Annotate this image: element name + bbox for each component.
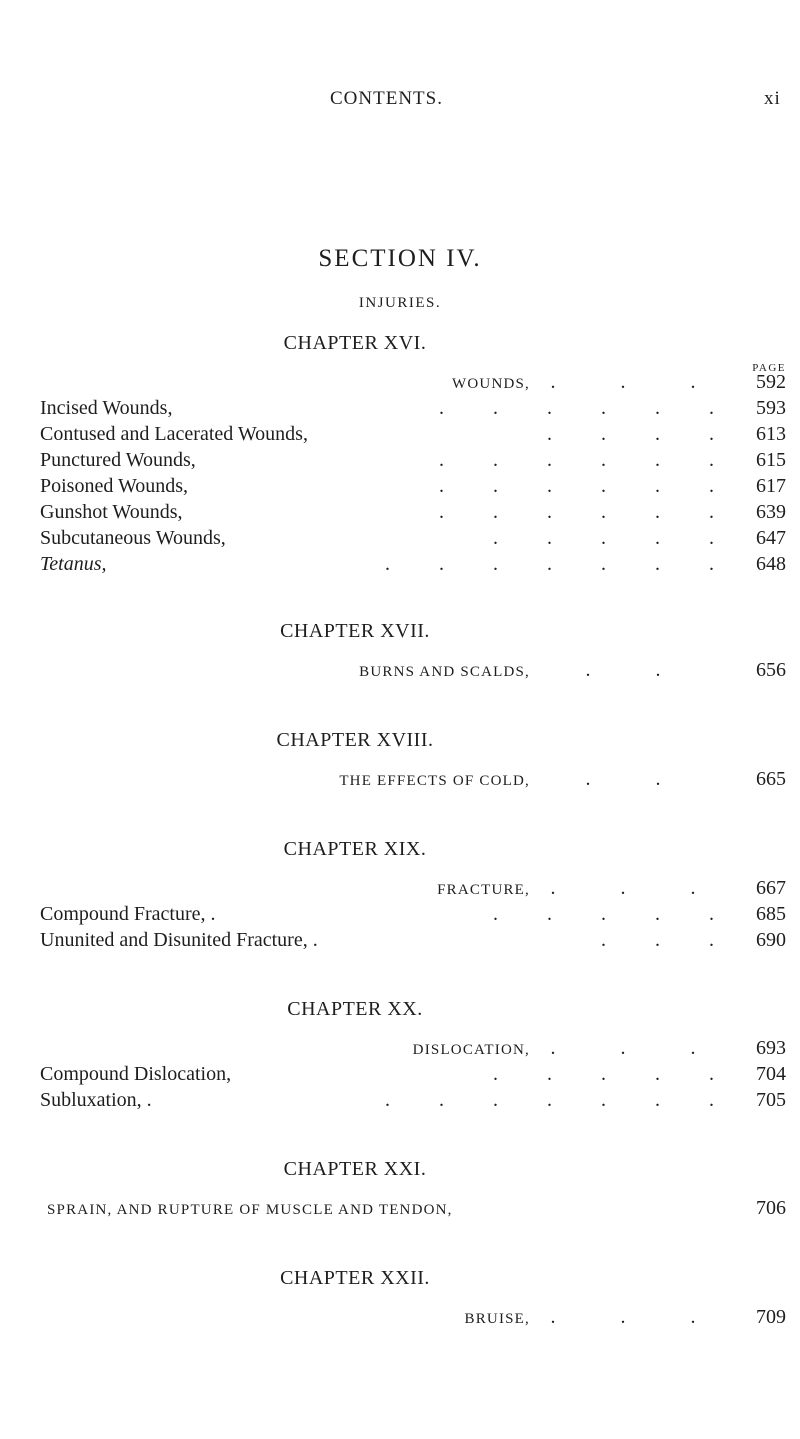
dot-leader: . . . . . .	[439, 475, 736, 497]
toc-entry[interactable]	[40, 929, 786, 955]
toc-main-entry[interactable]	[40, 1037, 786, 1063]
entry-label: Gunshot Wounds,	[40, 501, 183, 523]
entry-label: Tetanus,	[40, 553, 107, 575]
dot-leader: . . .	[550, 1306, 726, 1328]
entry-label: BURNS AND SCALDS,	[359, 664, 530, 680]
page-number: xi	[764, 88, 781, 109]
toc-entry[interactable]	[40, 1089, 786, 1115]
toc-main-entry[interactable]	[40, 768, 786, 794]
entry-page: 615	[756, 449, 786, 471]
dot-leader: . . .	[601, 929, 736, 951]
dot-leader: . . . . .	[493, 903, 736, 925]
entry-page: 647	[756, 527, 786, 549]
dot-leader: . . . . .	[493, 527, 736, 549]
entry-label: WOUNDS,	[452, 376, 530, 392]
dot-leader: . . . . . .	[439, 501, 736, 523]
entry-page: 593	[756, 397, 786, 419]
chapter-heading: CHAPTER XX.	[287, 998, 423, 1020]
toc-entry[interactable]	[40, 1063, 786, 1089]
entry-page: 690	[756, 929, 786, 951]
toc-entry[interactable]	[40, 501, 786, 527]
chapter-heading: CHAPTER XVI.	[283, 332, 427, 354]
toc-main-entry[interactable]	[40, 1306, 786, 1332]
entry-label: Poisoned Wounds,	[40, 475, 189, 497]
chapter-heading: CHAPTER XVII.	[280, 620, 430, 642]
entry-label: Compound Dislocation,	[40, 1063, 232, 1085]
entry-page: 617	[756, 475, 786, 497]
chapter-heading: CHAPTER XVIII.	[276, 729, 434, 751]
entry-page: 704	[756, 1063, 786, 1085]
dot-leader: . . . . . .	[439, 397, 736, 419]
entry-label: THE EFFECTS OF COLD,	[339, 773, 530, 789]
toc-entry[interactable]	[40, 475, 786, 501]
toc-entry[interactable]	[40, 903, 786, 929]
entry-page: 592	[756, 371, 786, 393]
entry-page: 648	[756, 553, 786, 575]
dot-leader: . . . . . . .	[385, 1089, 736, 1111]
section-title: SECTION IV.	[318, 245, 482, 272]
entry-label: BRUISE,	[464, 1311, 530, 1327]
entry-page: 613	[756, 423, 786, 445]
dot-leader: . .	[585, 768, 691, 790]
chapter-heading: CHAPTER XXI.	[283, 1158, 427, 1180]
dot-leader: . . . . . .	[439, 449, 736, 471]
dot-leader: . . .	[550, 371, 726, 393]
toc-entry[interactable]	[40, 527, 786, 553]
toc-main-entry[interactable]	[40, 371, 786, 397]
running-head-title: CONTENTS.	[330, 88, 443, 109]
entry-label: Contused and Lacerated Wounds,	[40, 423, 308, 445]
toc-entry[interactable]	[40, 553, 786, 579]
dot-leader: . . . . .	[493, 1063, 736, 1085]
page-column-label: PAGE	[752, 362, 786, 374]
entry-label: Ununited and Disunited Fracture, .	[40, 929, 318, 951]
toc-entry[interactable]	[40, 423, 786, 449]
toc-main-entry[interactable]	[47, 1197, 786, 1223]
entry-label: Subcutaneous Wounds,	[40, 527, 226, 549]
chapter-heading: CHAPTER XIX.	[283, 838, 427, 860]
chapter-heading: CHAPTER XXII.	[280, 1267, 430, 1289]
toc-entry[interactable]	[40, 449, 786, 475]
entry-label: Subluxation, .	[40, 1089, 152, 1111]
entry-label: SPRAIN, AND RUPTURE OF MUSCLE AND TENDON,	[47, 1202, 453, 1218]
entry-page: 706	[756, 1197, 786, 1219]
entry-page: 693	[756, 1037, 786, 1059]
entry-label: FRACTURE,	[437, 882, 530, 898]
entry-page: 685	[756, 903, 786, 925]
dot-leader: . . . . . . .	[385, 553, 736, 575]
entry-label: Compound Fracture, .	[40, 903, 216, 925]
dot-leader: . . . .	[547, 423, 736, 445]
entry-label: Punctured Wounds,	[40, 449, 196, 471]
entry-page: 665	[756, 768, 786, 790]
dot-leader: . .	[585, 659, 691, 681]
entry-page: 709	[756, 1306, 786, 1328]
entry-page: 705	[756, 1089, 786, 1111]
entry-label: DISLOCATION,	[412, 1042, 530, 1058]
entry-page: 656	[756, 659, 786, 681]
toc-entry[interactable]	[40, 397, 786, 423]
toc-main-entry[interactable]	[40, 877, 786, 903]
entry-label: Incised Wounds,	[40, 397, 173, 419]
dot-leader: . . .	[550, 877, 726, 899]
entry-page: 667	[756, 877, 786, 899]
entry-page: 639	[756, 501, 786, 523]
section-subtitle: INJURIES.	[358, 295, 442, 311]
dot-leader: . . .	[550, 1037, 726, 1059]
toc-main-entry[interactable]	[40, 659, 786, 685]
